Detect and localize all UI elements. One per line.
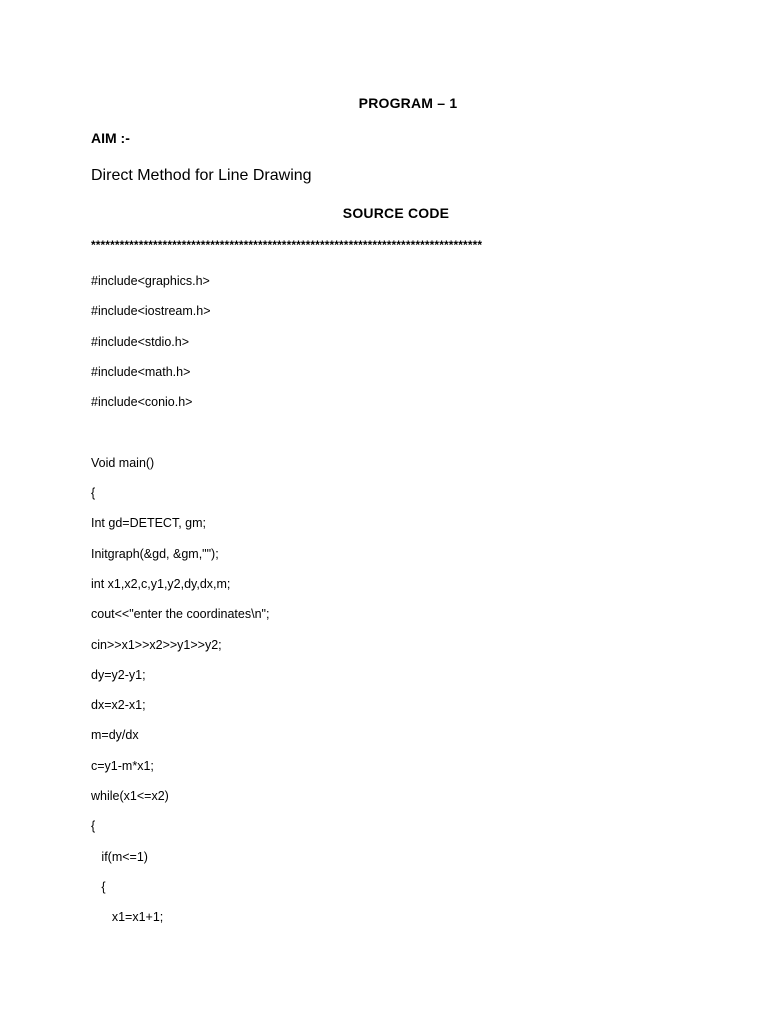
- code-line: dx=x2-x1;: [91, 698, 146, 713]
- code-line: Int gd=DETECT, gm;: [91, 516, 206, 531]
- code-line: #include<math.h>: [91, 364, 191, 379]
- code-line: {: [91, 819, 96, 834]
- code-line: [91, 423, 269, 453]
- code-line: {: [91, 486, 96, 501]
- code-line: Void main(): [91, 455, 155, 470]
- code-line: cout<<"enter the coordinates\n";: [91, 607, 270, 622]
- code-line: Initgraph(&gd, &gm,"");: [91, 546, 219, 561]
- code-line: cin>>x1>>x2>>y1>>y2;: [91, 637, 222, 652]
- aim-label: AIM :-: [91, 130, 130, 146]
- code-line: x1=x1+1;: [91, 910, 164, 925]
- code-line: #include<graphics.h>: [91, 274, 210, 288]
- code-line: if(m<=1): [91, 849, 148, 864]
- code-line: int x1,x2,c,y1,y2,dy,dx,m;: [91, 576, 231, 591]
- code-line: m=dy/dx: [91, 728, 139, 743]
- aim-text: Direct Method for Line Drawing: [91, 167, 312, 184]
- code-line: dy=y2-y1;: [91, 667, 146, 682]
- separator-line: **********************************************************************************: [91, 238, 483, 252]
- code-line: #include<iostream.h>: [91, 304, 211, 319]
- code-line: while(x1<=x2): [91, 789, 169, 804]
- source-code-title: SOURCE CODE: [342, 205, 450, 221]
- program-title: PROGRAM – 1: [358, 95, 458, 111]
- code-block: [91, 272, 269, 939]
- code-line: #include<stdio.h>: [91, 334, 189, 349]
- code-line: c=y1-m*x1;: [91, 758, 154, 773]
- code-line: {: [91, 879, 106, 894]
- code-line: #include<conio.h>: [91, 395, 193, 410]
